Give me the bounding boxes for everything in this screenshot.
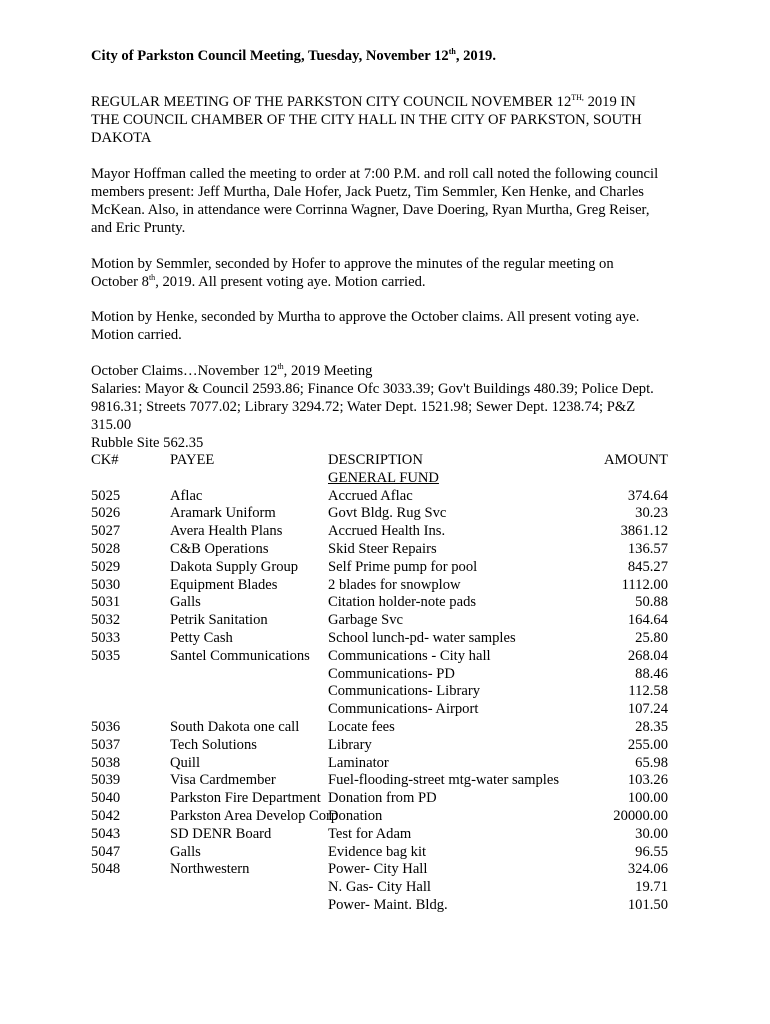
header-description: DESCRIPTION xyxy=(328,452,423,468)
cell-payee: Galls xyxy=(170,594,201,611)
header-payee: PAYEE xyxy=(170,452,215,468)
table-row xyxy=(91,629,671,647)
minutes-motion-paragraph xyxy=(91,255,691,291)
cell-payee: Northwestern xyxy=(170,861,250,878)
salaries-line: 315.00 xyxy=(91,417,132,433)
cell-payee: C&B Operations xyxy=(170,540,269,557)
cell-description: 2 blades for snowplow xyxy=(328,576,461,593)
cell-amount: 324.06 xyxy=(627,861,668,878)
table-row xyxy=(91,593,671,611)
claims-table xyxy=(91,451,671,914)
cell-ck: 5036 xyxy=(91,718,121,735)
cell-ck: 5031 xyxy=(91,594,121,611)
cell-amount: 103.26 xyxy=(627,772,668,789)
cell-amount: 96.55 xyxy=(635,843,668,860)
cell-payee: Quill xyxy=(170,754,200,771)
cell-description: Locate fees xyxy=(328,718,395,735)
cell-ck: 5030 xyxy=(91,576,121,593)
cell-amount: 3861.12 xyxy=(620,523,668,540)
cell-amount: 112.58 xyxy=(628,683,668,700)
cell-ck: 5035 xyxy=(91,647,121,664)
cell-amount: 88.46 xyxy=(635,665,668,682)
fund-label: GENERAL FUND xyxy=(328,469,439,486)
cell-amount: 50.88 xyxy=(635,594,668,611)
cell-description: Garbage Svc xyxy=(328,612,403,629)
cell-description: Power- Maint. Bldg. xyxy=(328,896,448,913)
table-row xyxy=(91,700,671,718)
claims-heading-superscript: th xyxy=(277,362,284,371)
header-line-text: REGULAR MEETING OF THE PARKSTON CITY COUNCIL NOVEMBER 12 xyxy=(91,94,572,110)
paragraph-line: Motion carried. xyxy=(91,327,182,343)
cell-ck: 5029 xyxy=(91,558,121,575)
salaries-line: Rubble Site 562.35 xyxy=(91,435,204,451)
salaries-line: Salaries: Mayor & Council 2593.86; Finance Ofc 3033.39; Gov't Buildings 480.39; Police Dept. xyxy=(91,381,654,397)
cell-ck: 5038 xyxy=(91,754,121,771)
table-row xyxy=(91,665,671,683)
table-row xyxy=(91,896,671,914)
table-row xyxy=(91,825,671,843)
cell-payee: Petty Cash xyxy=(170,629,233,646)
header-ck: CK# xyxy=(91,452,119,468)
claims-heading-suffix: , 2019 Meeting xyxy=(283,363,373,379)
cell-ck: 5037 xyxy=(91,736,121,753)
table-row xyxy=(91,736,671,754)
table-row xyxy=(91,860,671,878)
cell-payee: SD DENR Board xyxy=(170,825,272,842)
cell-payee: South Dakota one call xyxy=(170,718,300,735)
cell-payee: Santel Communications xyxy=(170,647,310,664)
cell-description: Donation xyxy=(328,807,383,824)
cell-payee: Visa Cardmember xyxy=(170,772,276,789)
paragraph-line: McKean. Also, in attendance were Corrinna Wagner, Dave Doering, Ryan Murtha, Greg Reiser, xyxy=(91,202,650,218)
call-to-order-paragraph xyxy=(91,165,691,237)
claims-heading xyxy=(91,362,691,380)
cell-ck: 5040 xyxy=(91,790,121,807)
cell-amount: 107.24 xyxy=(627,701,668,718)
table-row xyxy=(91,558,671,576)
claims-motion-paragraph xyxy=(91,308,691,344)
cell-description: Communications- PD xyxy=(328,665,455,682)
cell-amount: 255.00 xyxy=(627,736,668,753)
cell-description: Laminator xyxy=(328,754,389,771)
cell-payee: Avera Health Plans xyxy=(170,523,283,540)
cell-description: Fuel-flooding-street mtg-water samples xyxy=(328,772,560,789)
cell-description: Skid Steer Repairs xyxy=(328,540,437,557)
cell-amount: 19.71 xyxy=(635,879,668,896)
meeting-header xyxy=(91,93,691,147)
header-line-suffix: 2019 IN xyxy=(583,94,636,110)
cell-description: Test for Adam xyxy=(328,825,412,842)
cell-amount: 164.64 xyxy=(627,612,668,629)
table-row xyxy=(91,540,671,558)
cell-payee: Dakota Supply Group xyxy=(170,558,299,575)
cell-amount: 268.04 xyxy=(627,647,668,664)
cell-amount: 28.35 xyxy=(635,718,668,735)
cell-ck: 5033 xyxy=(91,629,121,646)
cell-description: Self Prime pump for pool xyxy=(328,558,478,575)
header-superscript: TH, xyxy=(571,93,584,102)
cell-payee: Galls xyxy=(170,843,201,860)
table-row xyxy=(91,522,671,540)
cell-amount: 101.50 xyxy=(627,896,668,913)
title-suffix: , 2019. xyxy=(455,48,496,64)
cell-ck: 5048 xyxy=(91,861,121,878)
cell-amount: 374.64 xyxy=(627,487,668,504)
paragraph-line: Mayor Hoffman called the meeting to order at 7:00 P.M. and roll call noted the following council xyxy=(91,166,659,182)
table-row xyxy=(91,611,671,629)
cell-amount: 100.00 xyxy=(627,790,668,807)
title-superscript: th xyxy=(448,47,456,56)
table-row xyxy=(91,576,671,594)
cell-amount: 25.80 xyxy=(635,629,668,646)
table-row xyxy=(91,487,671,505)
cell-description: Communications- Library xyxy=(328,683,480,700)
table-row xyxy=(91,754,671,772)
cell-payee: Aflac xyxy=(170,487,203,504)
table-row xyxy=(91,718,671,736)
cell-description: School lunch-pd- water samples xyxy=(328,629,516,646)
cell-ck: 5039 xyxy=(91,772,121,789)
cell-payee: Equipment Blades xyxy=(170,576,278,593)
claims-heading-text: October Claims…November 12 xyxy=(91,363,278,379)
header-line: DAKOTA xyxy=(91,130,152,146)
cell-payee: Aramark Uniform xyxy=(170,505,276,522)
cell-payee: Tech Solutions xyxy=(170,736,257,753)
cell-payee: Parkston Fire Department xyxy=(170,790,321,807)
table-row xyxy=(91,682,671,700)
cell-amount: 845.27 xyxy=(627,558,668,575)
cell-ck: 5042 xyxy=(91,807,121,824)
title-text: City of Parkston Council Meeting, Tuesday, November 12 xyxy=(91,48,449,64)
cell-description: Communications - City hall xyxy=(328,647,491,664)
cell-amount: 20000.00 xyxy=(613,807,668,824)
cell-description: Accrued Aflac xyxy=(328,487,413,504)
paragraph-text: October 8 xyxy=(91,274,149,290)
paragraph-line: members present: Jeff Murtha, Dale Hofer, Jack Puetz, Tim Semmler, Ken Henke, and Charles xyxy=(91,184,644,200)
salaries-line: 9816.31; Streets 7077.02; Library 3294.72; Water Dept. 1521.98; Sewer Dept. 1238.74; P&Z xyxy=(91,399,636,415)
table-row xyxy=(91,647,671,665)
table-row xyxy=(91,878,671,896)
cell-amount: 30.00 xyxy=(635,825,668,842)
paragraph-text: , 2019. All present voting aye. Motion carried. xyxy=(155,274,426,290)
cell-description: N. Gas- City Hall xyxy=(328,879,431,896)
table-header-row xyxy=(91,451,671,469)
cell-amount: 1112.00 xyxy=(621,576,668,593)
header-amount: AMOUNT xyxy=(603,452,668,468)
cell-payee: Parkston Area Develop Corp xyxy=(170,807,339,824)
cell-amount: 136.57 xyxy=(627,540,668,557)
table-row xyxy=(91,789,671,807)
cell-description: Donation from PD xyxy=(328,790,437,807)
cell-description: Accrued Health Ins. xyxy=(328,523,446,540)
cell-ck: 5026 xyxy=(91,505,121,522)
cell-ck: 5043 xyxy=(91,825,121,842)
cell-description: Evidence bag kit xyxy=(328,843,427,860)
table-row xyxy=(91,807,671,825)
paragraph-line xyxy=(91,273,691,291)
header-line: THE COUNCIL CHAMBER OF THE CITY HALL IN THE CITY OF PARKSTON, SOUTH xyxy=(91,112,642,128)
cell-description: Citation holder-note pads xyxy=(328,594,477,611)
cell-amount: 65.98 xyxy=(635,754,668,771)
fund-label-row xyxy=(91,469,671,487)
cell-description: Library xyxy=(328,736,372,753)
cell-ck: 5027 xyxy=(91,523,121,540)
cell-payee: Petrik Sanitation xyxy=(170,612,268,629)
table-row xyxy=(91,504,671,522)
paragraph-line: Motion by Semmler, seconded by Hofer to approve the minutes of the regular meeting on xyxy=(91,256,614,272)
cell-ck: 5028 xyxy=(91,540,121,557)
date-superscript: th xyxy=(148,273,156,282)
cell-amount: 30.23 xyxy=(635,505,668,522)
table-body xyxy=(91,487,671,914)
cell-ck: 5047 xyxy=(91,843,121,860)
page-title xyxy=(91,47,496,65)
cell-description: Communications- Airport xyxy=(328,701,479,718)
cell-description: Power- City Hall xyxy=(328,861,428,878)
paragraph-line: and Eric Prunty. xyxy=(91,220,186,236)
table-row xyxy=(91,771,671,789)
paragraph-line: Motion by Henke, seconded by Murtha to approve the October claims. All present voting aye. xyxy=(91,309,640,325)
cell-description: Govt Bldg. Rug Svc xyxy=(328,505,447,522)
claims-intro xyxy=(91,362,691,452)
cell-ck: 5032 xyxy=(91,612,121,629)
cell-ck: 5025 xyxy=(91,487,121,504)
table-row xyxy=(91,843,671,861)
header-line xyxy=(91,93,691,111)
